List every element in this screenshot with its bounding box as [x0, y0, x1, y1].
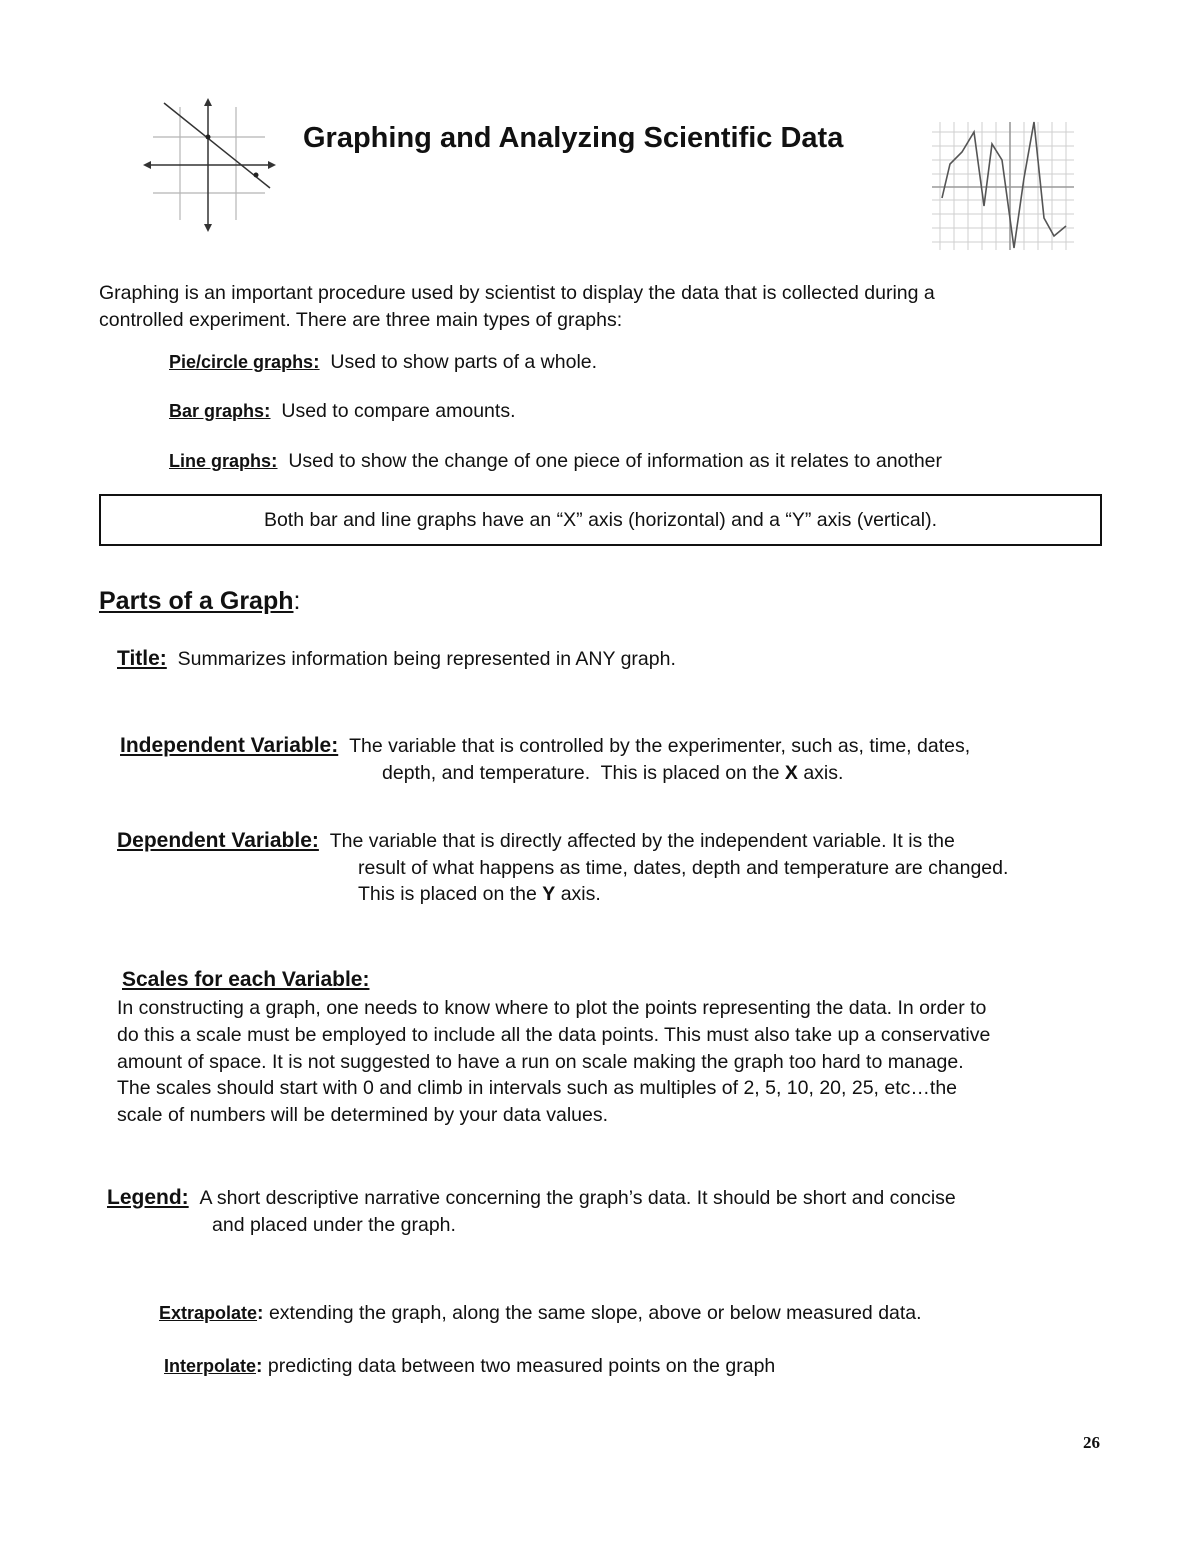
term-legend-line-1: A short descriptive narrative concerning the graph’s data. It should be short and concise — [199, 1187, 956, 1209]
intro-line-1: Graphing is an important procedure used by scientist to display the data that is collected during a — [99, 282, 935, 304]
term-dependent-variable — [117, 827, 955, 855]
term-extrapolate-label: Extrapolate — [159, 1303, 258, 1323]
term-extrapolate — [159, 1300, 922, 1327]
term-interpolate-label: Interpolate — [164, 1356, 257, 1376]
linear-graph-icon — [140, 95, 280, 235]
term-dependent-label: Dependent Variable: — [117, 829, 319, 852]
term-independent-label: Independent Variable: — [120, 734, 339, 757]
graph-type-colon: : — [313, 351, 320, 373]
graph-type-label: Bar graphs — [169, 401, 265, 421]
term-extrapolate-colon: : — [257, 1302, 264, 1324]
dependent-line-3-end: axis. — [555, 883, 601, 905]
term-legend-line-2: and placed under the graph. — [212, 1214, 456, 1236]
term-dependent-line-3 — [358, 881, 601, 908]
term-dependent-line-2: result of what happens as time, dates, depth and temperature are changed. — [358, 857, 1009, 879]
intro-line-2: controlled experiment. There are three main types of graphs: — [99, 309, 623, 331]
axis-callout-text: Both bar and line graphs have an “X” axis (horizontal) and a “Y” axis (vertical). — [263, 508, 938, 531]
zigzag-line-graph-icon — [928, 118, 1078, 253]
independent-line-2-end: axis. — [797, 762, 844, 784]
parts-heading-text: Parts of a Graph — [99, 587, 294, 615]
page-number: 26 — [1083, 1433, 1100, 1452]
scales-paragraph-line: amount of space. It is not suggested to have a run on scale making the graph too hard to manage. — [117, 1051, 964, 1073]
term-independent-variable — [120, 732, 970, 760]
graph-type-description: Used to show parts of a whole. — [319, 351, 598, 373]
term-scales-label: Scales for each Variable: — [122, 968, 370, 991]
graph-type-bar — [169, 398, 515, 425]
scales-paragraph-line: The scales should start with 0 and climb in intervals such as multiples of 2, 5, 10, 20, 25, etc…the — [117, 1077, 958, 1099]
term-dependent-line-1: The variable that is directly affected by the independent variable. It is the — [329, 830, 955, 852]
parts-heading — [99, 587, 300, 616]
term-independent-line-2 — [382, 760, 843, 787]
graph-type-description: Used to compare amounts. — [270, 400, 516, 422]
term-title-definition: Summarizes information being represented in ANY graph. — [177, 648, 676, 670]
parts-heading-colon: : — [293, 587, 301, 615]
graph-type-colon: : — [264, 400, 271, 422]
term-interpolate-definition: predicting data between two measured points on the graph — [262, 1355, 776, 1377]
term-title-label: Title: — [117, 647, 167, 670]
scales-paragraph-line: do this a scale must be employed to include all the data points. This must also take up a conservative — [117, 1024, 991, 1046]
independent-line-2-text: depth, and temperature. This is placed on the — [382, 762, 785, 784]
term-extrapolate-definition: extending the graph, along the same slope, above or below measured data. — [263, 1302, 922, 1324]
term-legend-label: Legend: — [107, 1186, 189, 1209]
graph-type-label: Line graphs — [169, 451, 272, 471]
graph-type-line — [169, 448, 942, 475]
graph-type-label: Pie/circle graphs — [169, 352, 314, 372]
axis-callout-box — [99, 494, 1102, 546]
term-interpolate — [164, 1353, 775, 1380]
y-axis-letter: Y — [542, 883, 556, 905]
x-axis-letter: X — [784, 762, 798, 784]
dependent-line-3-text: This is placed on the — [358, 883, 543, 905]
graph-type-description: Used to show the change of one piece of information as it relates to another — [277, 450, 943, 472]
term-legend — [107, 1184, 956, 1212]
term-title — [117, 645, 676, 673]
scales-paragraph-line: In constructing a graph, one needs to know where to plot the points representing the data. In order to — [117, 997, 987, 1019]
term-scales-heading — [122, 968, 369, 992]
term-independent-line-1: The variable that is controlled by the experimenter, such as, time, dates, — [349, 735, 971, 757]
graph-type-colon: : — [271, 450, 278, 472]
term-interpolate-colon: : — [256, 1355, 263, 1377]
page-title: Graphing and Analyzing Scientific Data — [303, 122, 844, 154]
scales-paragraph-line: scale of numbers will be determined by your data values. — [117, 1104, 609, 1126]
graph-type-pie — [169, 349, 597, 376]
